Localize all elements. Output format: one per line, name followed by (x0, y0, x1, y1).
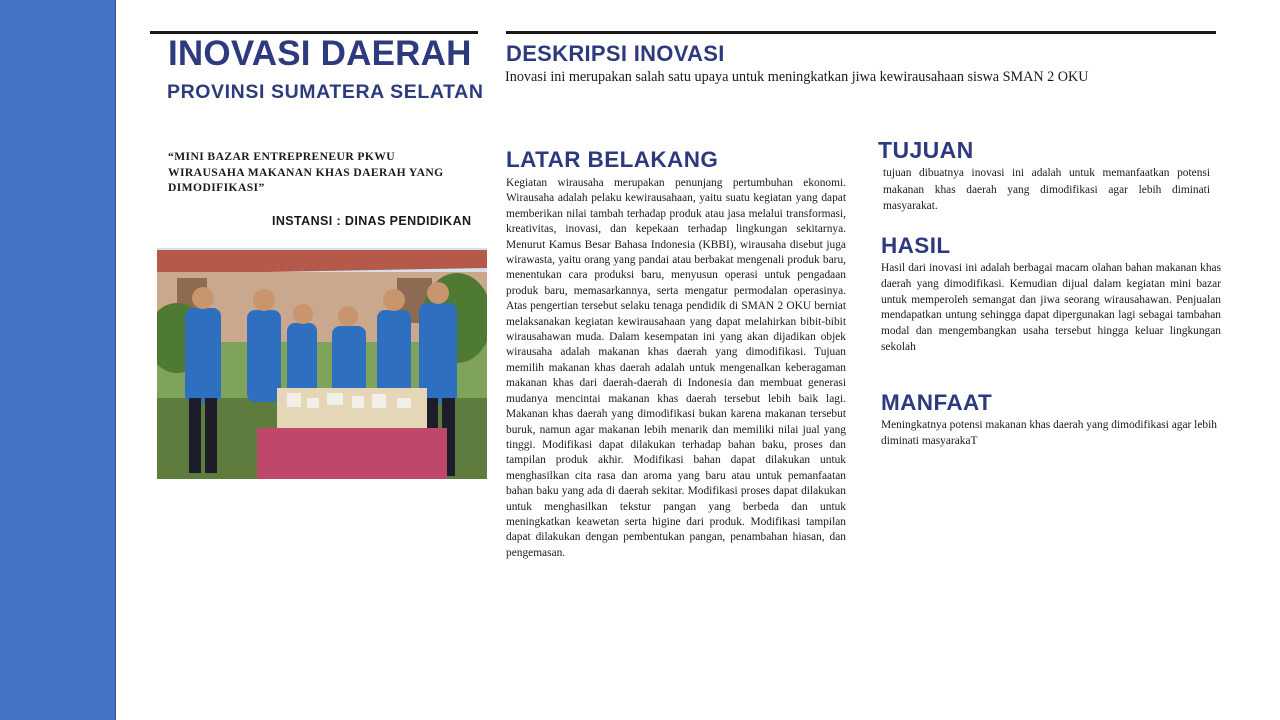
description-text: Inovasi ini merupakan salah satu upaya untuk meningkatkan jiwa kewirausahaan siswa SMAN 2 OKU (505, 69, 1089, 85)
result-heading: HASIL (881, 233, 951, 258)
background-text: Kegiatan wirausaha merupakan penunjang pertumbuhan ekonomi. Wirausaha adalah pelaku kewirausahaan, yaitu suatu kegiatan yang dapat memberikan nilai tambah terhadap produk atau jasa melalui transformasi, kreativitas, inovasi, dan kepekaan terhadap lingkungan sekitarnya. Menurut Kamus Besar Bahasa Indonesia (KBBI), wirausaha disebut juga wirawasta, yaitu orang yang pandai atau berbakat mengenali produk baru, menentukan cara produksi baru, menyusun operasi untuk pengadaan produk baru, memasarkannya, serta mengatur permodalan operasinya. Atas pengertian tersebut selaku tenaga pendidik di SMAN 2 OKU berniat melaksanakan kegiatan kewirausahaan yang dapat melahirkan bibit-bibit wirausahawan muda. Dalam kesempatan ini yang akan dijadikan objek wirausaha adalah makanan khas daerah yang dimodifikasi. Tujuan memilih makanan khas daerah adalah untuk mengenalkan keberagaman makanan khas dari daerah-daerah di Indonesia dan membuat generasi mudanya mencintai makanan khas daerah tersebut lebih baik lagi. Makanan khas daerah yang dimodifikasi bukan karena makanan tersebut buruk, namun agar makanan lebih menarik dan memiliki nilai jual yang tinggi. Modifikasi dapat dilakukan terhadap bahan baku, proses dan tampilan produk akhir. Modifikasi bahan dapat dilakukan untuk menghasilkan cita rasa dan aroma yang baru atau untuk pemanfaatan bahan baku yang ada di daerah sekitar. Modifikasi proses dapat dilakukan untuk menghasilkan tekstur pangan yang berbeda dan untuk meningkatkan keawetan serta higine dari produk. Modifikasi tampilan dapat dilakukan dengan pembentukan pangan, penambahan hiasan, dan pengemasan. (506, 177, 846, 559)
benefit-heading: MANFAAT (881, 390, 993, 415)
team-photo (157, 248, 487, 479)
agency-label: INSTANSI : DINAS PENDIDIKAN (272, 214, 472, 228)
innovation-name-quote: “MINI BAZAR ENTREPRENEUR PKWU WIRAUSAHA MAKANAN KHAS DAERAH YANG DIMODIFIKASI” (168, 150, 444, 194)
benefit-text: Meningkatnya potensi makanan khas daerah yang dimodifikasi agar lebih diminati masyarakaT (881, 419, 1217, 447)
description-heading: DESKRIPSI INOVASI (506, 41, 725, 66)
result-text: Hasil dari inovasi ini adalah berbagai macam olahan bahan makanan khas daerah yang dimodifikasi. Kemudian dijual dalam kegiatan mini bazar untuk memperoleh semangat dan jiwa seorang wirausahawan. Penjualan mendapatkan untung sehingga dapat dipergunakan lagi sebagai tambahan modal dan mengembangkan usaha tersebut hingga keluar lingkungan sekolah (881, 262, 1221, 353)
province-subtitle: PROVINSI SUMATERA SELATAN (167, 81, 484, 103)
objective-heading: TUJUAN (878, 137, 974, 163)
content-top-rule (506, 31, 1216, 34)
page-title: INOVASI DAERAH (168, 34, 472, 73)
objective-text: tujuan dibuatnya inovasi ini adalah untuk memanfaatkan potensi makanan khas daerah yang dimodifikasi agar lebih diminati masyarakat. (883, 167, 1210, 212)
background-heading: LATAR BELAKANG (506, 147, 719, 172)
left-blue-sidebar (0, 0, 116, 720)
